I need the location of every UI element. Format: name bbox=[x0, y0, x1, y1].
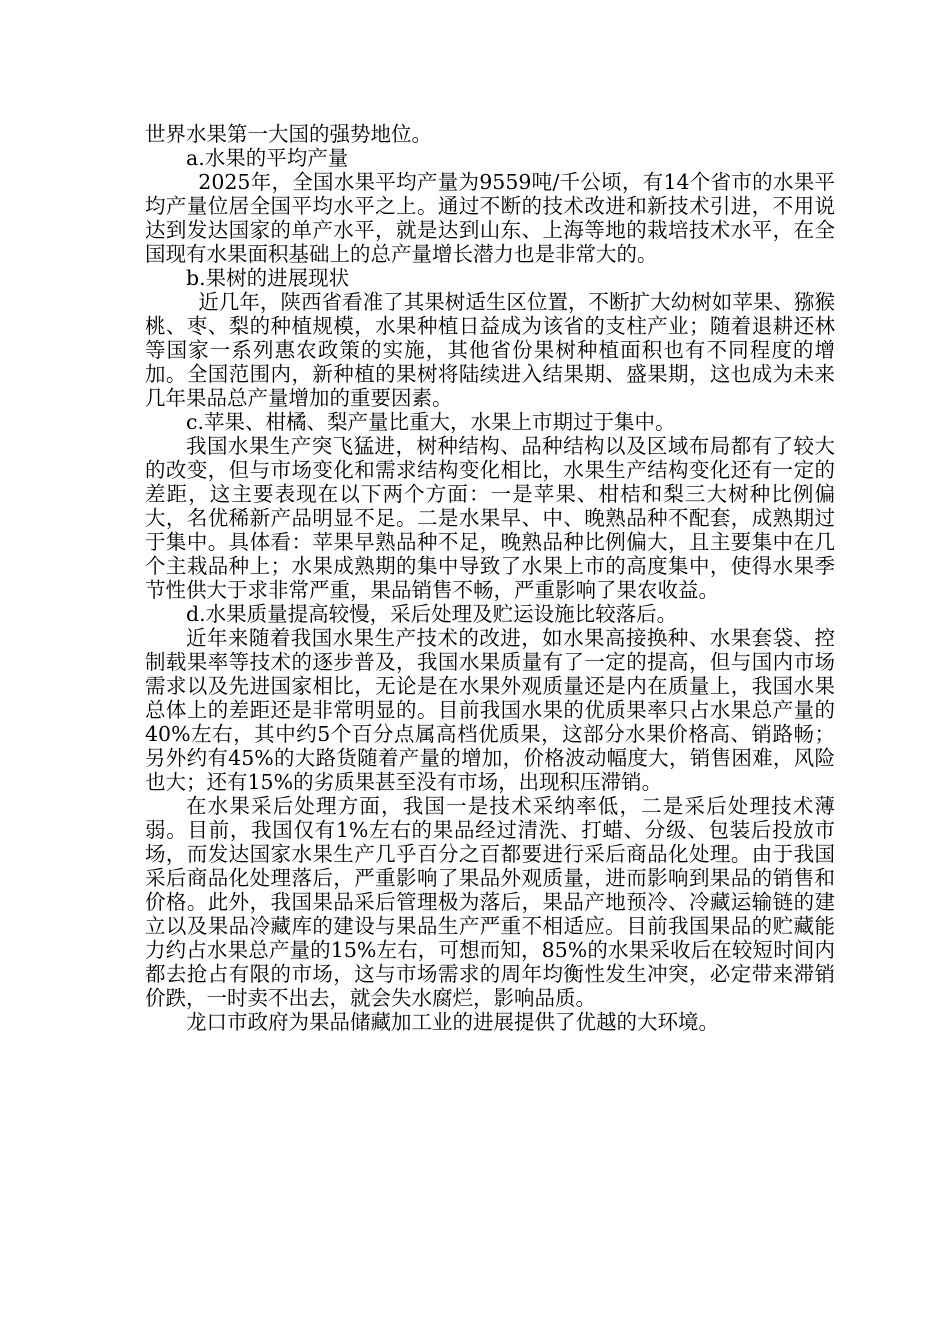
heading-orchard-status: b.果树的进展现状 bbox=[186, 266, 350, 290]
document-page bbox=[145, 122, 835, 1034]
paragraph-intro-tail: 世界水果第一大国的强势地位。 bbox=[145, 122, 432, 146]
heading-average-yield: a.水果的平均产量 bbox=[186, 146, 349, 170]
paragraph-fruit-quality: 近年来随着我国水果生产技术的改进，如水果高接换种、水果套袋、控制载果率等技术的逐步普及，我国水果质量有了一定的提高，但与国内市场需求以及先进国家相比，无论是在水果外观质量还是内在质量上，我国水果总体上的差距还是非常明显的。目前我国水果的优质果率只占水果总产量的40%左右，其中约5个百分点属高档优质果，这部分水果价格高、销路畅；另外约有45%的大路货随着产量的增加，价格波动幅度大，销售困难，风险也大；还有15%的劣质果甚至没有市场，出现积压滞销。 bbox=[145, 626, 835, 794]
heading-production-share: c.苹果、柑橘、梨产量比重大，水果上市期过于集中。 bbox=[186, 410, 676, 434]
heading-fruit-quality: d.水果质量提高较慢，采后处理及贮运设施比较落后。 bbox=[186, 602, 678, 626]
paragraph-orchard-status: 近几年，陕西省看准了其果树适生区位置，不断扩大幼树如苹果、猕猴桃、枣、梨的种植规模，水果种植日益成为该省的支柱产业；随着退耕还林等国家一系列惠农政策的实施，其他省份果树种植面积也有不同程度的增加。全国范围内，新种植的果树将陆续进入结果期、盛果期，这也成为未来几年果品总产量增加的重要因素。 bbox=[145, 290, 835, 410]
paragraph-conclusion: 龙口市政府为果品储藏加工业的进展提供了优越的大环境。 bbox=[186, 1010, 719, 1034]
paragraph-post-harvest: 在水果采后处理方面，我国一是技术采纳率低，二是采后处理技术薄弱。目前，我国仅有1%左右的果品经过清洗、打蜡、分级、包装后投放市场，而发达国家水果生产几乎百分之百都要进行采后商品化处理。由于我国采后商品化处理落后，严重影响了果品外观质量，进而影响到果品的销售和价格。此外，我国果品采后管理极为落后，果品产地预冷、冷藏运输链的建立以及果品冷藏库的建设与果品生产严重不相适应。目前我国果品的贮藏能力约占水果总产量的15%左右，可想而知，85%的水果采收后在较短时间内都去抢占有限的市场，这与市场需求的周年均衡性发生冲突，必定带来滞销价跌，一时卖不出去，就会失水腐烂，影响品质。 bbox=[145, 794, 835, 1010]
paragraph-production-structure: 我国水果生产突飞猛进，树种结构、品种结构以及区域布局都有了较大的改变，但与市场变化和需求结构变化相比，水果生产结构变化还有一定的差距，这主要表现在以下两个方面：一是苹果、柑桔和梨三大树种比例偏大，名优稀新产品明显不足。二是水果早、中、晚熟品种不配套，成熟期过于集中。具体看：苹果早熟品种不足，晚熟品种比例偏大，且主要集中在几个主栽品种上；水果成熟期的集中导致了水果上市的高度集中，使得水果季节性供大于求非常严重，果品销售不畅，严重影响了果农收益。 bbox=[145, 434, 835, 602]
paragraph-average-yield: 2025年，全国水果平均产量为9559吨/千公顷，有14个省市的水果平均产量位居全国平均水平之上。通过不断的技术改进和新技术引进，不用说达到发达国家的单产水平，就是达到山东、上海等地的栽培技术水平，在全国现有水果面积基础上的总产量增长潜力也是非常大的。 bbox=[145, 170, 835, 266]
